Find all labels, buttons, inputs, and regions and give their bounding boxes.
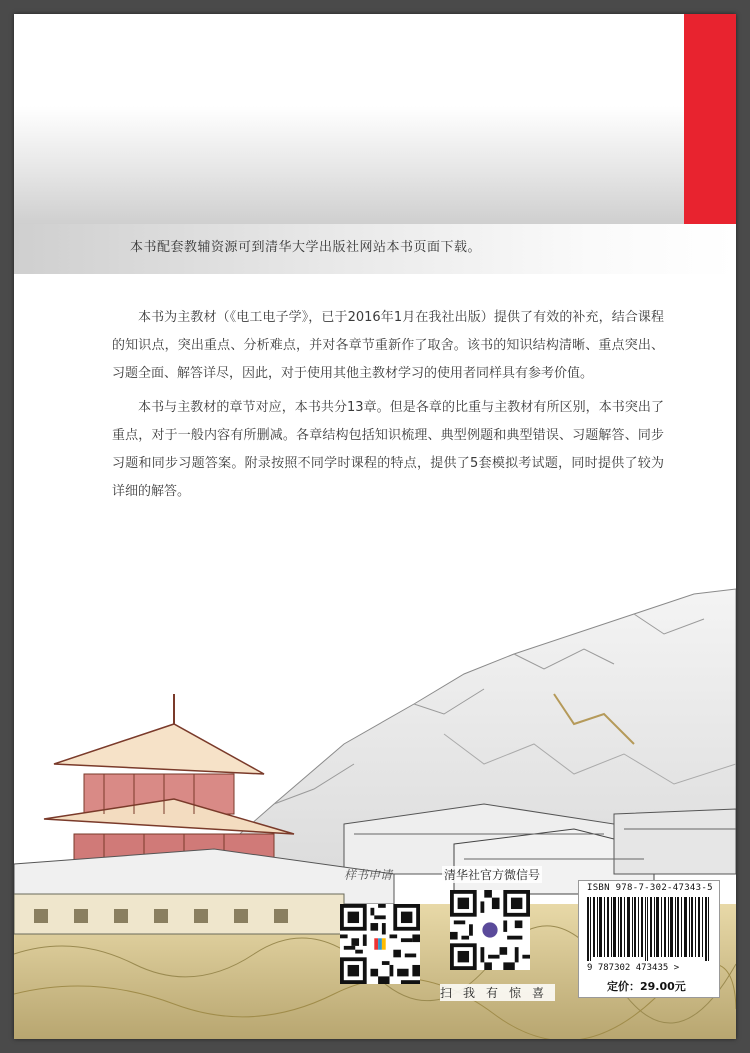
isbn-number: ISBN 978-7-302-47343-5 — [587, 883, 713, 893]
isbn-barcode-block — [578, 880, 720, 998]
price-label: 定价：29.00元 — [607, 980, 686, 993]
barcode-digits: 9 787302 473435 > — [587, 963, 680, 973]
resource-note: 本书配套教辅资源可到清华大学出版社网站本书页面下载。 — [130, 240, 482, 255]
barcode-icon — [587, 897, 711, 961]
qr-label-sample-request: 样书申请 — [344, 868, 393, 882]
book-back-cover — [14, 14, 736, 1039]
gray-header-band — [14, 106, 684, 224]
qr-label-official-wechat: 清华社官方微信号 — [444, 868, 541, 882]
qr-code-icon — [450, 890, 530, 970]
description-paragraph-2: 本书与主教材的章节对应，本书共分13章。但是各章的比重与主教材有所区别，本书突出了重点，对于一般内容有所删减。各章结构包括知识梳理、典型例题和典型错误、习题解答、同步习题和同步习题答案。附录按照不同学时课程的特点，提供了5套模拟考试题，同时提供了较为详细的解答。 — [112, 400, 664, 499]
temple-building — [44, 694, 294, 879]
official-wechat-qr-code[interactable] — [450, 890, 530, 970]
resource-note-band — [14, 224, 736, 274]
description-paragraph-1: 本书为主教材（《电工电子学》，已于2016年1月在我社出版）提供了有效的补充，结合课程的知识点，突出重点、分析难点，并对各章节重新作了取舍。该书的知识结构清晰、重点突出、习题全面、解答详尽，因此，对于使用其他主教材学习的使用者同样具有参考价值。 — [112, 310, 664, 381]
sample-request-qr-code[interactable] — [340, 904, 420, 984]
red-accent-bar — [684, 14, 736, 224]
qr-caption: 扫我有惊喜 — [440, 986, 556, 1000]
book-description — [112, 304, 664, 512]
qr-code-icon — [340, 904, 420, 984]
